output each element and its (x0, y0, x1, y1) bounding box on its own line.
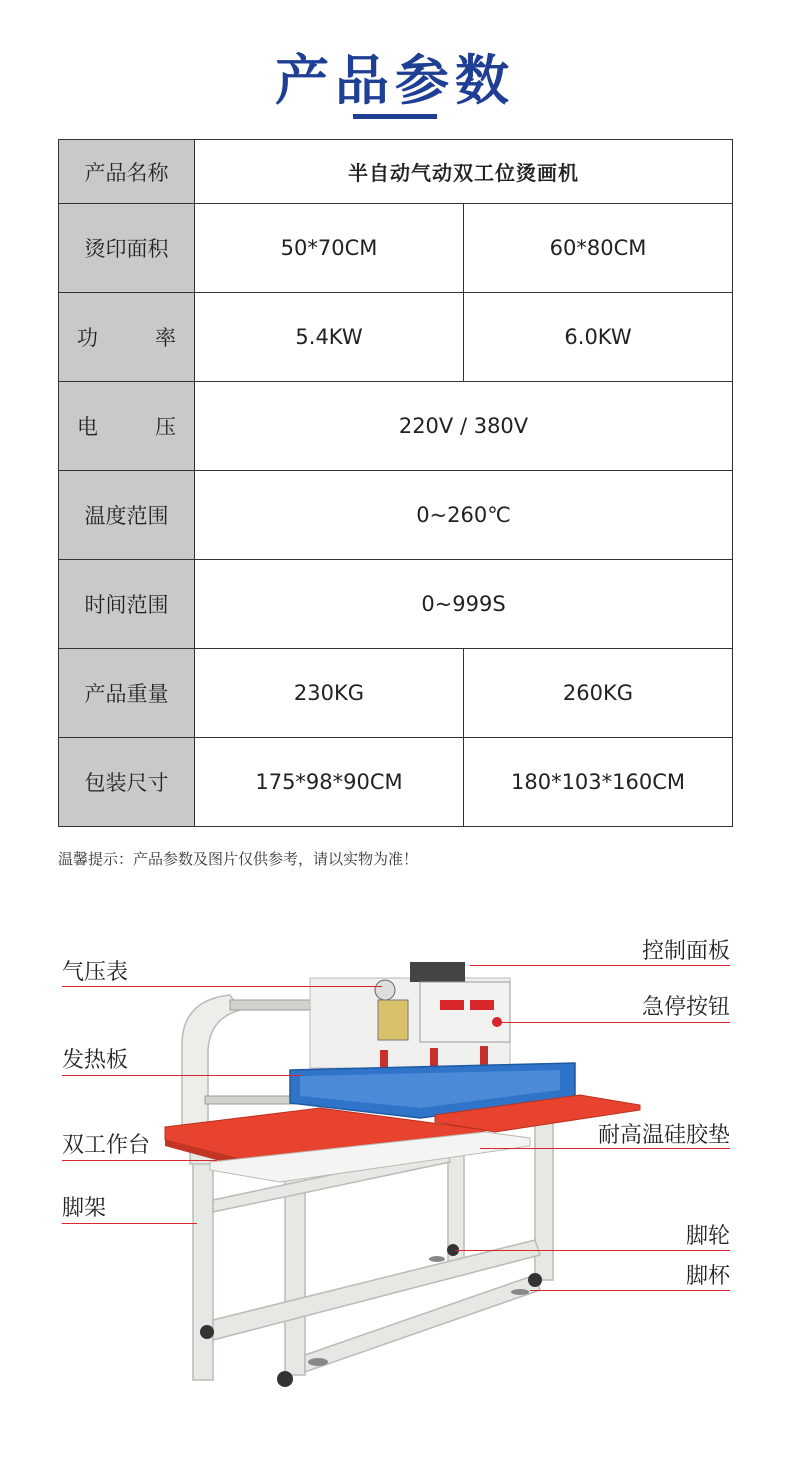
row-label-left: 电 (77, 415, 98, 439)
row-value: 6.0KW (464, 293, 733, 382)
table-row (59, 471, 733, 560)
callout-foot-cup: 脚杯 (685, 1264, 730, 1289)
row-label: 温度范围 (59, 471, 195, 560)
table-row (59, 140, 733, 204)
row-value: 260KG (464, 649, 733, 738)
callout-pressure-gauge: 气压表 (62, 960, 129, 985)
table-row (59, 382, 733, 471)
table-row (59, 560, 733, 649)
row-value: 180*103*160CM (464, 738, 733, 827)
c-frame-arm (182, 995, 240, 1132)
table-row (59, 293, 733, 382)
title-underline (353, 114, 437, 119)
callout-line (62, 1160, 217, 1161)
row-value: 175*98*90CM (195, 738, 464, 827)
callout-line (62, 1223, 197, 1224)
callout-line (530, 1290, 730, 1291)
row-label (59, 382, 195, 471)
callout-line (470, 965, 730, 966)
row-value: 0~999S (195, 560, 733, 649)
callout-heat-plate: 发热板 (62, 1048, 129, 1073)
row-value: 230KG (195, 649, 464, 738)
table-row (59, 738, 733, 827)
row-label (59, 293, 195, 382)
heat-press-machine-illustration (0, 900, 790, 1484)
callout-stand: 脚架 (62, 1196, 107, 1221)
row-label: 产品名称 (59, 140, 195, 204)
disclaimer-note: 温馨提示：产品参数及图片仅供参考，请以实物为准！ (58, 850, 419, 868)
callout-emergency-stop: 急停按钮 (641, 995, 730, 1020)
row-value: 0~260℃ (195, 471, 733, 560)
row-label-left: 功 (77, 326, 98, 350)
page-title: 产品参数 (275, 49, 515, 112)
row-label: 烫印面积 (59, 204, 195, 293)
callout-line (62, 986, 382, 987)
row-value: 220V / 380V (195, 382, 733, 471)
row-label: 时间范围 (59, 560, 195, 649)
row-label-right: 率 (155, 326, 176, 350)
callout-line (500, 1022, 730, 1023)
row-value: 5.4KW (195, 293, 464, 382)
row-label-right: 压 (155, 415, 176, 439)
row-value: 50*70CM (195, 204, 464, 293)
row-value: 半自动气动双工位烫画机 (195, 140, 733, 204)
callout-line (455, 1250, 730, 1251)
control-box (410, 962, 510, 1042)
row-value: 60*80CM (464, 204, 733, 293)
callout-caster: 脚轮 (685, 1224, 730, 1249)
row-label: 包装尺寸 (59, 738, 195, 827)
table-row (59, 204, 733, 293)
table-row (59, 649, 733, 738)
callout-line (62, 1075, 302, 1076)
callout-silicone-pad: 耐高温硅胶垫 (597, 1123, 730, 1148)
callout-dual-worktable: 双工作台 (62, 1133, 151, 1158)
spec-table (58, 139, 733, 827)
row-label: 产品重量 (59, 649, 195, 738)
callout-control-panel: 控制面板 (641, 939, 730, 964)
